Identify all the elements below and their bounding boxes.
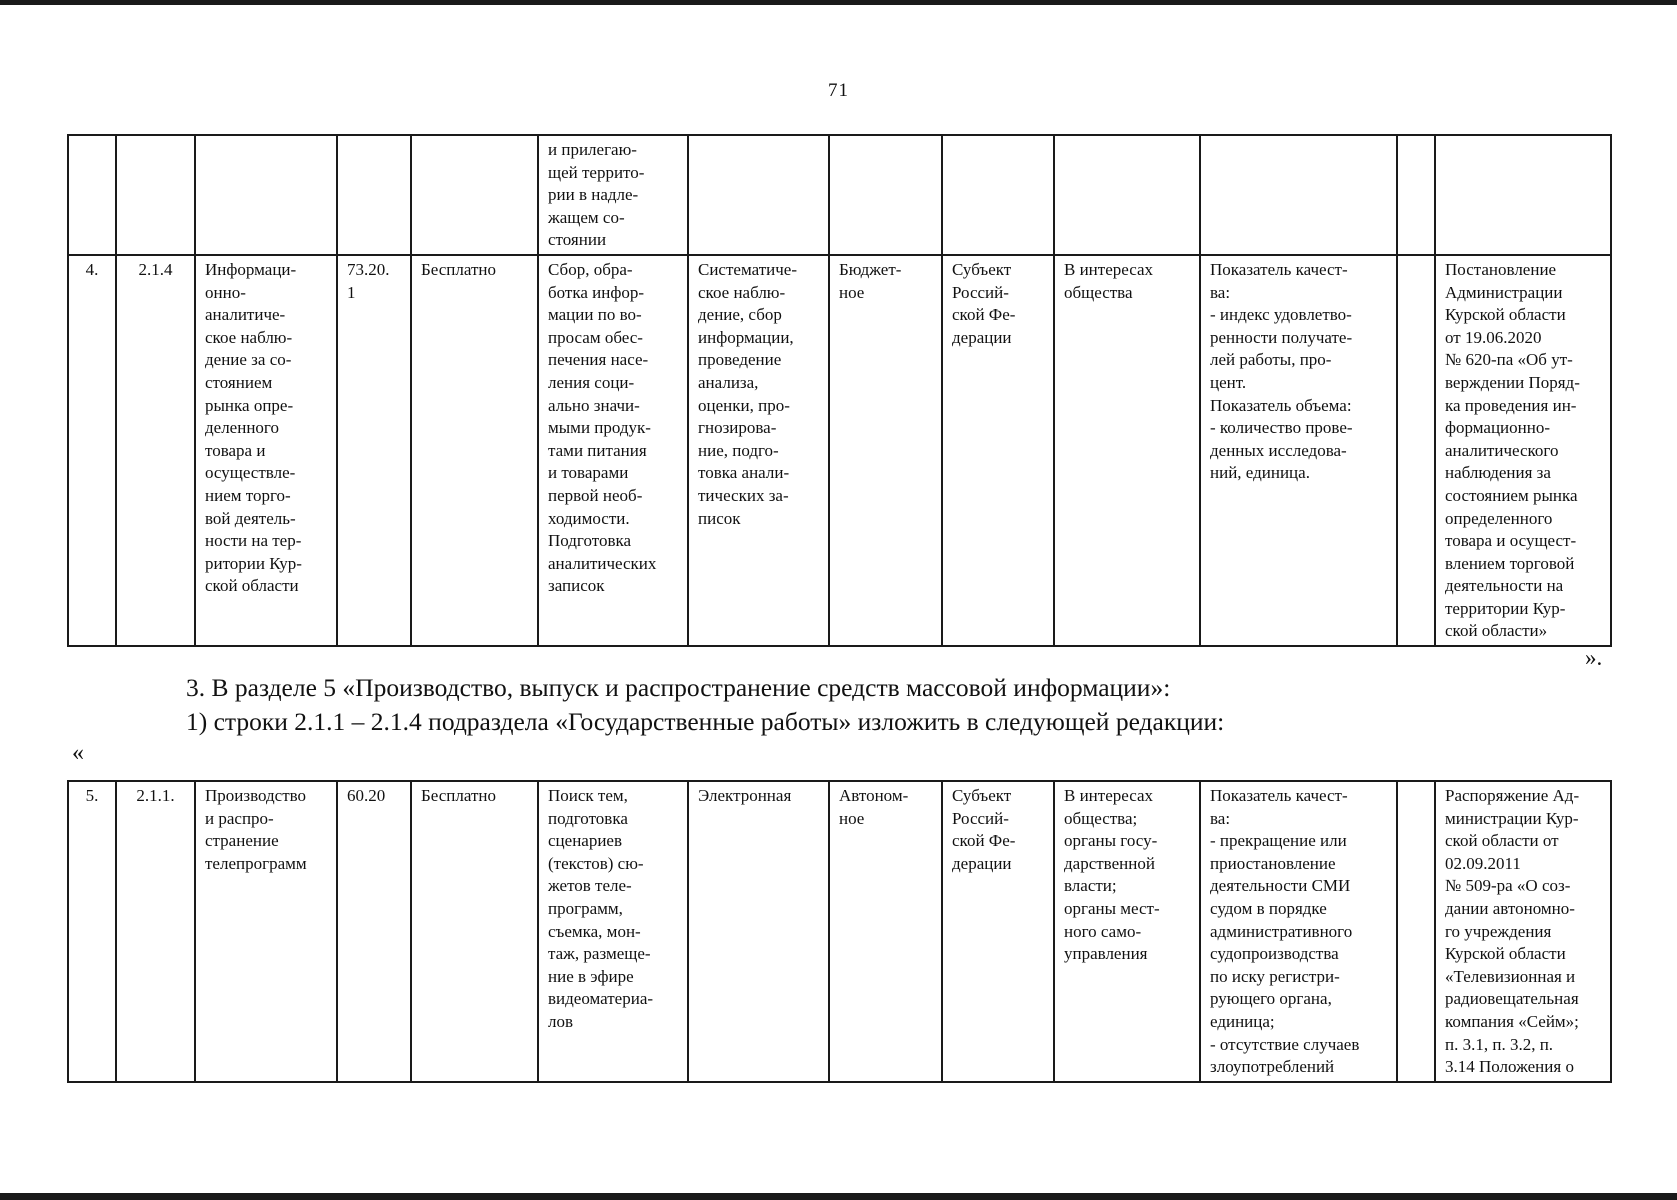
cell-interest [1054,135,1200,255]
table-row-continuation [68,135,1611,255]
services-table-new [67,780,1612,1083]
page-number: 71 [828,80,849,101]
section-heading: 3. В разделе 5 «Производство, выпуск и распространение средств массовой информации»: [186,673,1171,702]
cell-consumer: Субъект Россий- ской Фе- дерации [942,781,1054,1082]
cell-extra [1397,781,1435,1082]
services-table-continuation [67,134,1612,647]
section-subheading: 1) строки 2.1.1 – 2.1.4 подраздела «Государственные работы» изложить в следующей редакции: [186,707,1225,736]
cell-okved [337,135,411,255]
cell-legal-basis: Распоряжение Ад- министрации Кур- ской области от 02.09.2011 № 509-ра «О соз- дании автономно- го учреждения Курской области «Телевизионная и радиовещательная компания «Сейм»; п. 3.1, п. 3.2, п. 3.14 Положения о [1435,781,1611,1082]
cell-consumer [942,135,1054,255]
cell-price: Бесплатно [411,255,538,646]
cell-name: Производство и распро- странение телепрограмм [195,781,337,1082]
cell-indicators: Показатель качест- ва: - индекс удовлетво- ренности получате- лей работы, про- цент. Показатель объема: - количество прове- денных исследова- ний, единица. [1200,255,1397,646]
cell-content: и прилегаю- щей террито- рии в надле- жащем со- стоянии [538,135,688,255]
cell-content: Сбор, обра- ботка инфор- мации по во- просам обес- печения насе- ления соци- ально значи- мыми продук- тами питания и товарами первой необ- ходимости. Подготовка аналитических записок [538,255,688,646]
cell-code: 2.1.4 [116,255,195,646]
cell-legal-basis: Постановление Администрации Курской области от 19.06.2020 № 620-па «Об ут- верждении Поряд- ка проведения ин- формационно- аналитического наблюдения за состоянием рынка определенного товара и осущест- влением торговой деятельности на территории Кур- ской области» [1435,255,1611,646]
closing-quote: ». [1585,645,1603,670]
cell-name: Информаци- онно- аналитиче- ское наблю- дение за со- стоянием рынка опре- деленного товара и осуществле- нием торго- вой деятель- ности на тер- ритории Кур- ской области [195,255,337,646]
cell-indicators [1200,135,1397,255]
cell-form: Систематиче- ское наблю- дение, сбор информации, проведение анализа, оценки, про- гнозирова- ние, подго- товка анали- тических за- писок [688,255,829,646]
cell-consumer: Субъект Россий- ской Фе- дерации [942,255,1054,646]
scan-top-edge [0,0,1677,5]
cell-okved: 73.20. 1 [337,255,411,646]
cell-num [68,135,116,255]
cell-price: Бесплатно [411,781,538,1082]
cell-institution-type [829,135,942,255]
cell-num: 4. [68,255,116,646]
scan-bottom-edge [0,1193,1677,1200]
cell-interest: В интересах общества [1054,255,1200,646]
cell-code [116,135,195,255]
cell-extra [1397,135,1435,255]
cell-institution-type: Бюджет- ное [829,255,942,646]
cell-okved: 60.20 [337,781,411,1082]
cell-form [688,135,829,255]
cell-institution-type: Автоном- ное [829,781,942,1082]
cell-legal-basis [1435,135,1611,255]
cell-indicators: Показатель качест- ва: - прекращение или приостановление деятельности СМИ судом в порядке административного судопроизводства по иску регистри- рующего органа, единица; - отсутствие случаев злоупотреблений [1200,781,1397,1082]
table-row [68,255,1611,646]
cell-num: 5. [68,781,116,1082]
table-row [68,781,1611,1082]
cell-content: Поиск тем, подготовка сценариев (текстов) сю- жетов теле- программ, съемка, мон- таж, размеще- ние в эфире видеоматериа- лов [538,781,688,1082]
cell-interest: В интересах общества; органы госу- дарственной власти; органы мест- ного само- управления [1054,781,1200,1082]
opening-quote: « [72,740,84,766]
cell-extra [1397,255,1435,646]
cell-price [411,135,538,255]
cell-name [195,135,337,255]
cell-form: Электронная [688,781,829,1082]
cell-code: 2.1.1. [116,781,195,1082]
